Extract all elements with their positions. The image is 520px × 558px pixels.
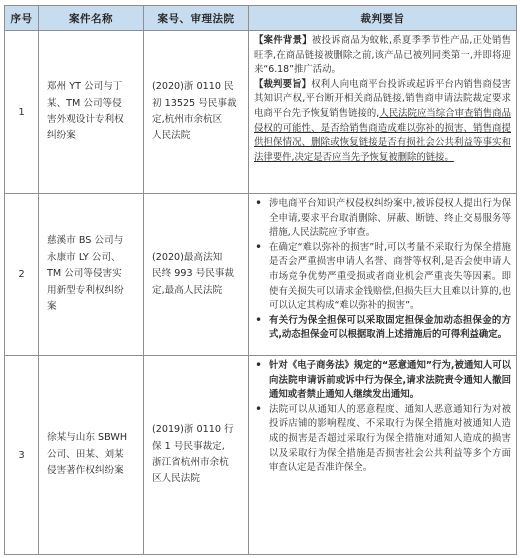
case-court-cell bbox=[144, 356, 249, 555]
case-name-cell bbox=[39, 31, 144, 194]
gist-bullet bbox=[254, 403, 511, 476]
ruling-key-underlined-text: 人民法院应当综合审查销售商品侵权的可能性、是否给销售商造成难以弥补的损害、销售商提供担保情况、删除或恢复链接是否有损社会公共利益等事实和法律要件,决定是否应当先予恢复被删除的链接。 bbox=[254, 107, 511, 163]
case-court-cell bbox=[144, 31, 249, 194]
table-row bbox=[5, 31, 517, 194]
header-case-name: 案件名称 bbox=[39, 6, 144, 31]
case-background-paragraph bbox=[254, 34, 511, 78]
table-row bbox=[5, 356, 517, 555]
case-number-court: (2020)浙 0110 民 初 13525 号民事裁 定,杭州市余杭区 人民法院 bbox=[152, 81, 237, 142]
gist-bullet-text: 针对《电子商务法》规定的“恶意通知”行为,被通知人可以向法院申请诉前或诉中行为保全,请求法院责令通知人撤回通知或者禁止通知人继续发出通知。 bbox=[269, 360, 511, 401]
case-name-cell bbox=[39, 356, 144, 555]
gist-bullet bbox=[254, 241, 511, 314]
bullet-dot-icon: • bbox=[255, 358, 263, 372]
bullet-dot-icon: • bbox=[255, 196, 263, 210]
gist-bullet-text: 法院可以从通知人的恶意程度、通知人恶意通知行为对被投诉店铺的影响程度、不采取行为保全措施对被通知人造成的损害是否超过采取行为保全措施对通知人造成的损害以及采取行为保全措施是否损害社会公共利益等多个方面审查认定是否准许保全。 bbox=[269, 403, 511, 474]
case-name: 郑州 YT 公司与丁 某、TM 公司等侵 害外观设计专利权 纠纷案 bbox=[47, 81, 124, 142]
gist-cell bbox=[249, 194, 517, 356]
bullet-dot-icon: • bbox=[255, 312, 263, 327]
ruling-key-text: 权利人向电商平台投诉或起诉平台内销售商侵害其知识产权,平台断开相关商品链接,销售商申请法院裁定要求电商平台先予恢复销售链接的, bbox=[254, 78, 511, 119]
ruling-key-label: 【裁判要旨】 bbox=[254, 78, 312, 90]
gist-bullet bbox=[254, 197, 511, 241]
bullet-dot-icon: • bbox=[255, 239, 263, 254]
gist-cell bbox=[249, 356, 517, 555]
case-background-text: 被投诉商品为蚊帐,系夏季季节性产品,正处销售旺季,在商品链接被删除之前,该产品已被列同类第一,并即将迎来“6.18”推广活动。 bbox=[254, 35, 511, 76]
table-header-row bbox=[5, 6, 517, 31]
gist-cell bbox=[249, 31, 517, 194]
header-case-no-court: 案号、审理法院 bbox=[144, 6, 249, 31]
case-name: 慈溪市 BS 公司与 永康市 LY 公司、 TM 公司等侵害实 用新型专利权纠纷 案 bbox=[47, 235, 124, 313]
cases-table bbox=[4, 5, 517, 555]
case-name: 徐某与山东 SBWH 公司、田某、刘某 侵害著作权纠纷案 bbox=[47, 432, 128, 477]
row-index: 1 bbox=[5, 31, 39, 194]
header-gist: 裁判要旨 bbox=[249, 6, 517, 31]
table-row bbox=[5, 194, 517, 356]
case-court-cell bbox=[144, 194, 249, 356]
case-number-court: (2020)最高法知 民终 993 号民事裁 定,最高人民法院 bbox=[152, 251, 234, 296]
gist-bullet-text: 涉电商平台知识产权侵权纠纷案中,被诉侵权人提出行为保全申请,要求平台取消删除、屏蔽、断链、终止交易服务等措施,人民法院应予审查。 bbox=[269, 198, 511, 239]
gist-bullet bbox=[254, 359, 511, 403]
case-number-court: (2019)浙 0110 行 保 1 号民事裁定, 浙江省杭州市余杭 区人民法院 bbox=[152, 424, 234, 485]
gist-bullet-list bbox=[254, 359, 511, 476]
case-name-cell bbox=[39, 194, 144, 356]
row-index: 2 bbox=[5, 194, 39, 356]
ruling-key-paragraph bbox=[254, 78, 511, 166]
gist-bullet bbox=[254, 314, 511, 343]
case-background-label: 【案件背景】 bbox=[254, 35, 312, 46]
gist-bullet-text: 在确定“难以弥补的损害”时,可以考量不采取行为保全措施是否会严重损害申请人名誉、商誉等权利,是否会使申请人市场竞争优势严重受损或者商业机会严重丧失等因素。即使有关损失可以请求金钱赔偿,但损失巨大且难以计算的,也可以认定其构成“难以弥补的损害”。 bbox=[269, 241, 511, 312]
bullet-dot-icon: • bbox=[255, 401, 263, 416]
gist-bullet-list bbox=[254, 197, 511, 343]
header-index: 序号 bbox=[5, 6, 39, 31]
row-index: 3 bbox=[5, 356, 39, 555]
gist-bullet-text: 有关行为保全担保可以采取固定担保金加动态担保金的方式,动态担保金可以根据取消上述措施后的可得利益确定。 bbox=[269, 314, 511, 341]
